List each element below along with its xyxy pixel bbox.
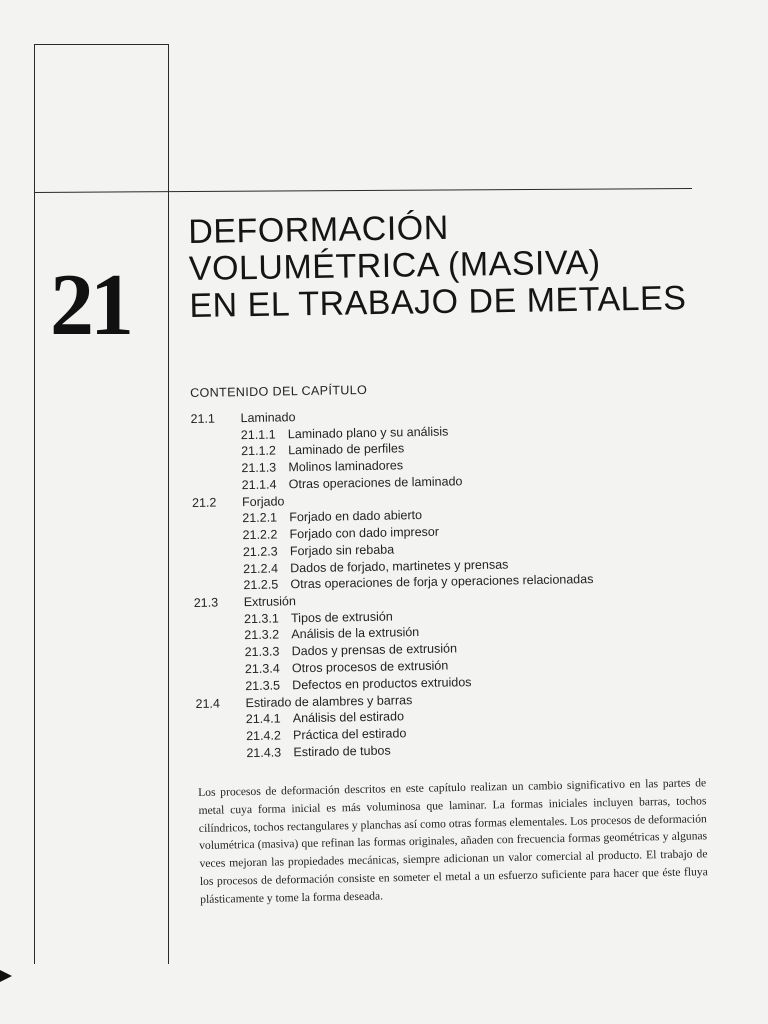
contents-header: CONTENIDO DEL CAPÍTULO	[190, 382, 368, 400]
subsection-number: 21.2.4	[243, 561, 279, 576]
subsection-label: Otros procesos de extrusión	[291, 658, 449, 676]
subsection-label: Defectos en productos extruidos	[292, 674, 472, 693]
subsection-label: Laminado plano y su análisis	[287, 423, 449, 441]
section-number: 21.4	[195, 696, 221, 711]
subsection-label: Análisis de la extrusión	[291, 625, 420, 642]
chapter-contents	[190, 378, 676, 763]
subsection-number: 21.2.3	[242, 544, 278, 559]
subsection-number: 21.1.2	[241, 443, 277, 459]
chapter-number: 21	[50, 257, 130, 354]
subsection-label: Tipos de extrusión	[290, 609, 393, 625]
chapter-title	[188, 206, 710, 325]
subsection-label: Molinos laminadores	[288, 458, 404, 475]
subsection-label: Análisis del estirado	[292, 709, 405, 726]
subsection-number: 21.2.2	[242, 527, 278, 543]
subsection-number: 21.3.3	[244, 644, 280, 660]
subsection-number: 21.2.1	[242, 510, 278, 526]
subsection-number: 21.4.1	[245, 711, 281, 727]
subsection-label: Forjado en dado abierto	[289, 508, 423, 525]
chapter-title-line: EN EL TRABAJO DE METALES	[189, 279, 687, 325]
subsection-label: Otras operaciones de laminado	[288, 474, 463, 492]
subsection-label: Laminado de perfiles	[288, 441, 405, 458]
subsection-label: Estirado de tubos	[293, 743, 391, 760]
subsection-number: 21.4.2	[245, 728, 281, 744]
subsection-label: Forjado sin rebaba	[289, 542, 395, 559]
subsection-label: Otras operaciones de forja y operaciones relacionadas	[290, 572, 594, 592]
subsection-number: 21.3.4	[244, 661, 280, 677]
chapter-title-line: DEFORMACIÓN	[187, 208, 450, 251]
subsection-number: 21.1.3	[241, 460, 277, 476]
subsection-label: Práctica del estirado	[292, 726, 407, 743]
page-marker-arrow-icon	[0, 970, 12, 982]
section-label: Forjado	[241, 494, 285, 509]
subsection-label: Dados de forjado, martinetes y prensas	[290, 557, 509, 575]
subsection-number: 21.2.5	[243, 577, 279, 593]
section-label: Extrusión	[243, 594, 297, 610]
section-number: 21.3	[193, 595, 219, 611]
chapter-title-line: VOLUMÉTRICA (MASIVA)	[188, 243, 601, 288]
subsection-number: 21.1.4	[241, 477, 277, 493]
subsection-number: 21.4.3	[246, 745, 282, 760]
section-label: Laminado	[240, 410, 296, 426]
section-number: 21.2	[191, 495, 217, 510]
subsection-number: 21.1.1	[240, 427, 276, 442]
subsection-label: Forjado con dado impresor	[289, 524, 440, 542]
section-label: Estirado de alambres y barras	[245, 692, 413, 710]
subsection-number: 21.3.5	[245, 678, 281, 693]
subsection-label: Dados y prensas de extrusión	[291, 641, 458, 659]
chapter-box-top	[34, 44, 169, 195]
subsection-number: 21.3.2	[244, 627, 280, 643]
subsection-number: 21.3.1	[243, 611, 279, 626]
section-number: 21.1	[190, 411, 216, 426]
intro-paragraph: Los procesos de deformación descritos en este capítulo realizan un cambio significativo en las partes de metal cuya forma inicial es más voluminosa que laminar. La formas iniciales incluyen barras, tochos cilíndricos, tochos rectangulares y planchas así como otras formas elementales. Los procesos de deformación volumétrica (masiva) que refinan las formas originales, añaden con frecuencia formas geométricas y algunas veces mejoran las propiedades mecánicas, siempre adicionan un valor comercial al producto. El trabajo de los procesos de deformación consiste en someter el metal a un esfuerzo suficiente para hacer que éste fluya plásticamente y tome la forma deseada.	[198, 776, 708, 906]
